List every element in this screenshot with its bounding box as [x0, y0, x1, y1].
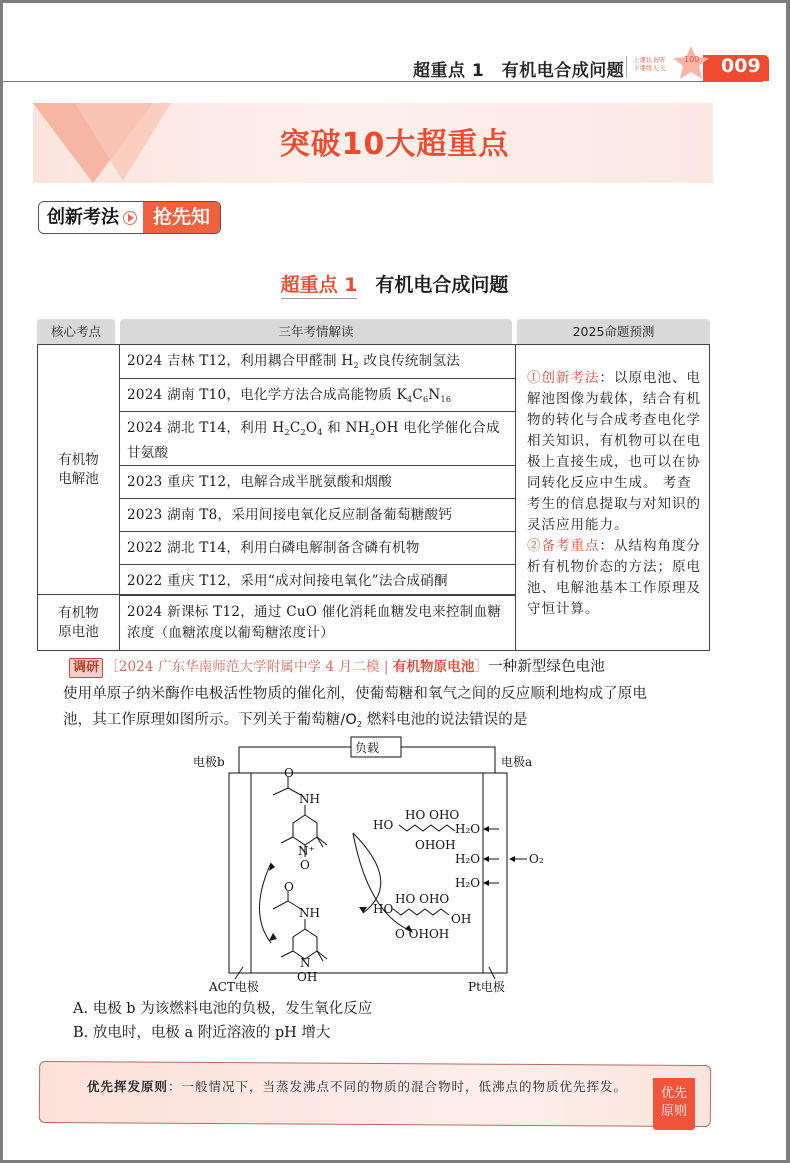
analysis-column: [120, 345, 516, 650]
star-badge-text: 100: [684, 55, 700, 64]
source-topic: 有机物原电池: [392, 659, 475, 675]
table-header-core: 核心考点: [37, 319, 115, 344]
nh-label: NH: [299, 792, 320, 806]
table-row: 2024 吉林 T12，利用耦合甲醛制 $H_2$ 改良传统制氢法: [120, 345, 515, 379]
question-line-2: 使用单原子纳米酶作电极活性物质的催化剂，使葡萄糖和氧气之间的反应顺利地构成了原电: [63, 686, 647, 702]
cycle-arc-left: [260, 863, 272, 943]
glucose-ho: HO: [373, 818, 394, 832]
tip-text: [59, 1077, 639, 1097]
motto-line-2: 下课练天天: [633, 64, 666, 72]
electrode-b-label: 电极b: [193, 755, 225, 769]
nitroxide-o-label: O: [300, 858, 310, 872]
source-suffix: ］: [474, 659, 489, 675]
tip-badge: 优先 原则: [653, 1078, 695, 1130]
tag-right-label: 抢先知: [143, 202, 220, 233]
banner-title: 突破10大超重点: [279, 127, 510, 162]
load-label: 负载: [355, 741, 380, 755]
question-text: 一种新型绿色电池: [488, 659, 605, 675]
source-prefix: ［2024 广东华南师范大学附属中学 4 月二模 |: [105, 659, 393, 675]
table-header-analysis: 三年考情解读: [120, 319, 512, 344]
n-label: N: [300, 956, 311, 970]
acid-top: HO OHO: [395, 892, 450, 906]
table-row: 2022 重庆 T12，采用“成对间接电氧化”法合成硝酮: [120, 565, 515, 595]
forecast-item1-text: ：以原电池、电解池图像为载体，结合有机物的转化与合成考查电化学相关知识，有机物可以在电极上直接生成，也可以在协同转化反应中生成。 考查考生的信息提取与对知识的灵活应用能力。: [527, 370, 701, 533]
arrow-head: [269, 863, 275, 871]
glucose-chain: [399, 825, 455, 831]
running-header: [3, 43, 786, 83]
tag-left: [39, 202, 143, 233]
piperidine-bottom: [293, 919, 317, 959]
fuel-cell-diagram: [193, 733, 573, 1003]
motto-line-1: 上课认真听: [633, 56, 666, 64]
play-circle-icon: [123, 211, 137, 225]
option-a: A. 电极 b 为该燃料电池的负极，发生氧化反应: [73, 1001, 373, 1017]
arrow-head: [269, 933, 277, 941]
category-label: 有机物 电解池: [58, 451, 99, 487]
question-line-3: 池，其工作原理如图所示。下列关于葡萄糖$/O_2$ 燃料电池的说法错误的是: [63, 712, 528, 729]
carbonyl-o-label: O: [284, 880, 294, 894]
tip-title: 优先挥发原则: [87, 1079, 169, 1094]
wire-left: [239, 747, 351, 773]
table-header-forecast: 2025命题预测: [517, 319, 710, 344]
o2-label: O₂: [529, 852, 544, 866]
glucose-top: HO OHO: [405, 808, 460, 822]
category-cell: [38, 595, 120, 650]
question-source: [105, 659, 488, 675]
option-b: B. 放电时，电极 a 附近溶液的 pH 增大: [73, 1025, 331, 1041]
electrode-a-label: 电极a: [501, 755, 533, 769]
carbonyl-o-label: O: [284, 766, 294, 780]
section-title: [3, 270, 786, 297]
table-row: 2024 湖南 T10，电化学方法合成高能物质 $K_4C_6N_{16}$: [120, 379, 515, 412]
star-mascot-icon: [671, 45, 711, 81]
table-row: 2023 重庆 T12，电解合成半胱氨酸和烟酸: [120, 466, 515, 499]
h2o-label: H₂O: [455, 852, 481, 866]
table-row: 2024 湖北 T14，利用 $H_2C_2O_4$ 和 $NH_2OH$ 电化学催化合成甘氨酸: [120, 412, 515, 466]
tag-left-label: 创新考法: [47, 207, 119, 228]
acid-ho: HO: [373, 902, 394, 916]
pt-electrode-label: Pt电极: [468, 980, 505, 994]
table-row: 2022 湖北 T14，利用白磷电解制备含磷有机物: [120, 532, 515, 565]
glucose-bottom: OHOH: [415, 838, 456, 852]
section-tag: [38, 201, 221, 234]
page: [3, 3, 786, 1160]
wire-right: [401, 747, 495, 773]
forecast-item2-text: ：从结构角度分析有机物价态的方法；原电池、电解池基本工作原理及守恒计算。: [527, 538, 701, 617]
section-number: 超重点 1: [281, 274, 358, 299]
acid-chain: [393, 909, 449, 915]
forecast-item2-label: ②备考重点: [527, 538, 600, 554]
header-rule: [3, 81, 763, 82]
forecast-item1-label: ①创新考法: [527, 370, 600, 386]
piperidine-top: [293, 805, 317, 845]
table-row: 2024 新课标 T12，通过 CuO 催化消耗血糖发电来控制血糖浓度（血糖浓度以葡萄糖浓度计）: [120, 595, 515, 650]
header-divider: [626, 56, 627, 78]
category-label: 有机物 原电池: [58, 604, 99, 640]
n-plus-label: N⁺: [298, 844, 315, 858]
question-line-1: [69, 655, 605, 679]
header-section-title: 超重点 1 有机电合成问题: [413, 61, 625, 81]
section-name: 有机电合成问题: [375, 274, 509, 296]
forecast-cell: [522, 345, 709, 650]
oxidation-arc: [353, 833, 411, 931]
tip-body: ：一般情况下，当蒸发沸点不同的物质的混合物时，低沸点的物质优先挥发。: [168, 1079, 628, 1094]
h2o-label: H₂O: [455, 822, 481, 836]
table-row: 2023 湖南 T8，采用间接电氧化反应制备葡萄糖酸钙: [120, 499, 515, 532]
h2o-label: H₂O: [455, 876, 481, 890]
page-number: 009: [721, 55, 761, 77]
acid-oh: OH: [451, 912, 472, 926]
header-motto: [633, 56, 666, 72]
exam-analysis-table: [37, 344, 710, 651]
nh-label: NH: [299, 906, 320, 920]
category-cell: [38, 345, 120, 595]
acid-bottom: O OHOH: [395, 927, 450, 941]
arrow-head: [359, 907, 367, 913]
oh-label: OH: [297, 970, 318, 984]
question-tag: 调研: [69, 658, 103, 678]
act-electrode-label: ACT电极: [209, 980, 259, 994]
